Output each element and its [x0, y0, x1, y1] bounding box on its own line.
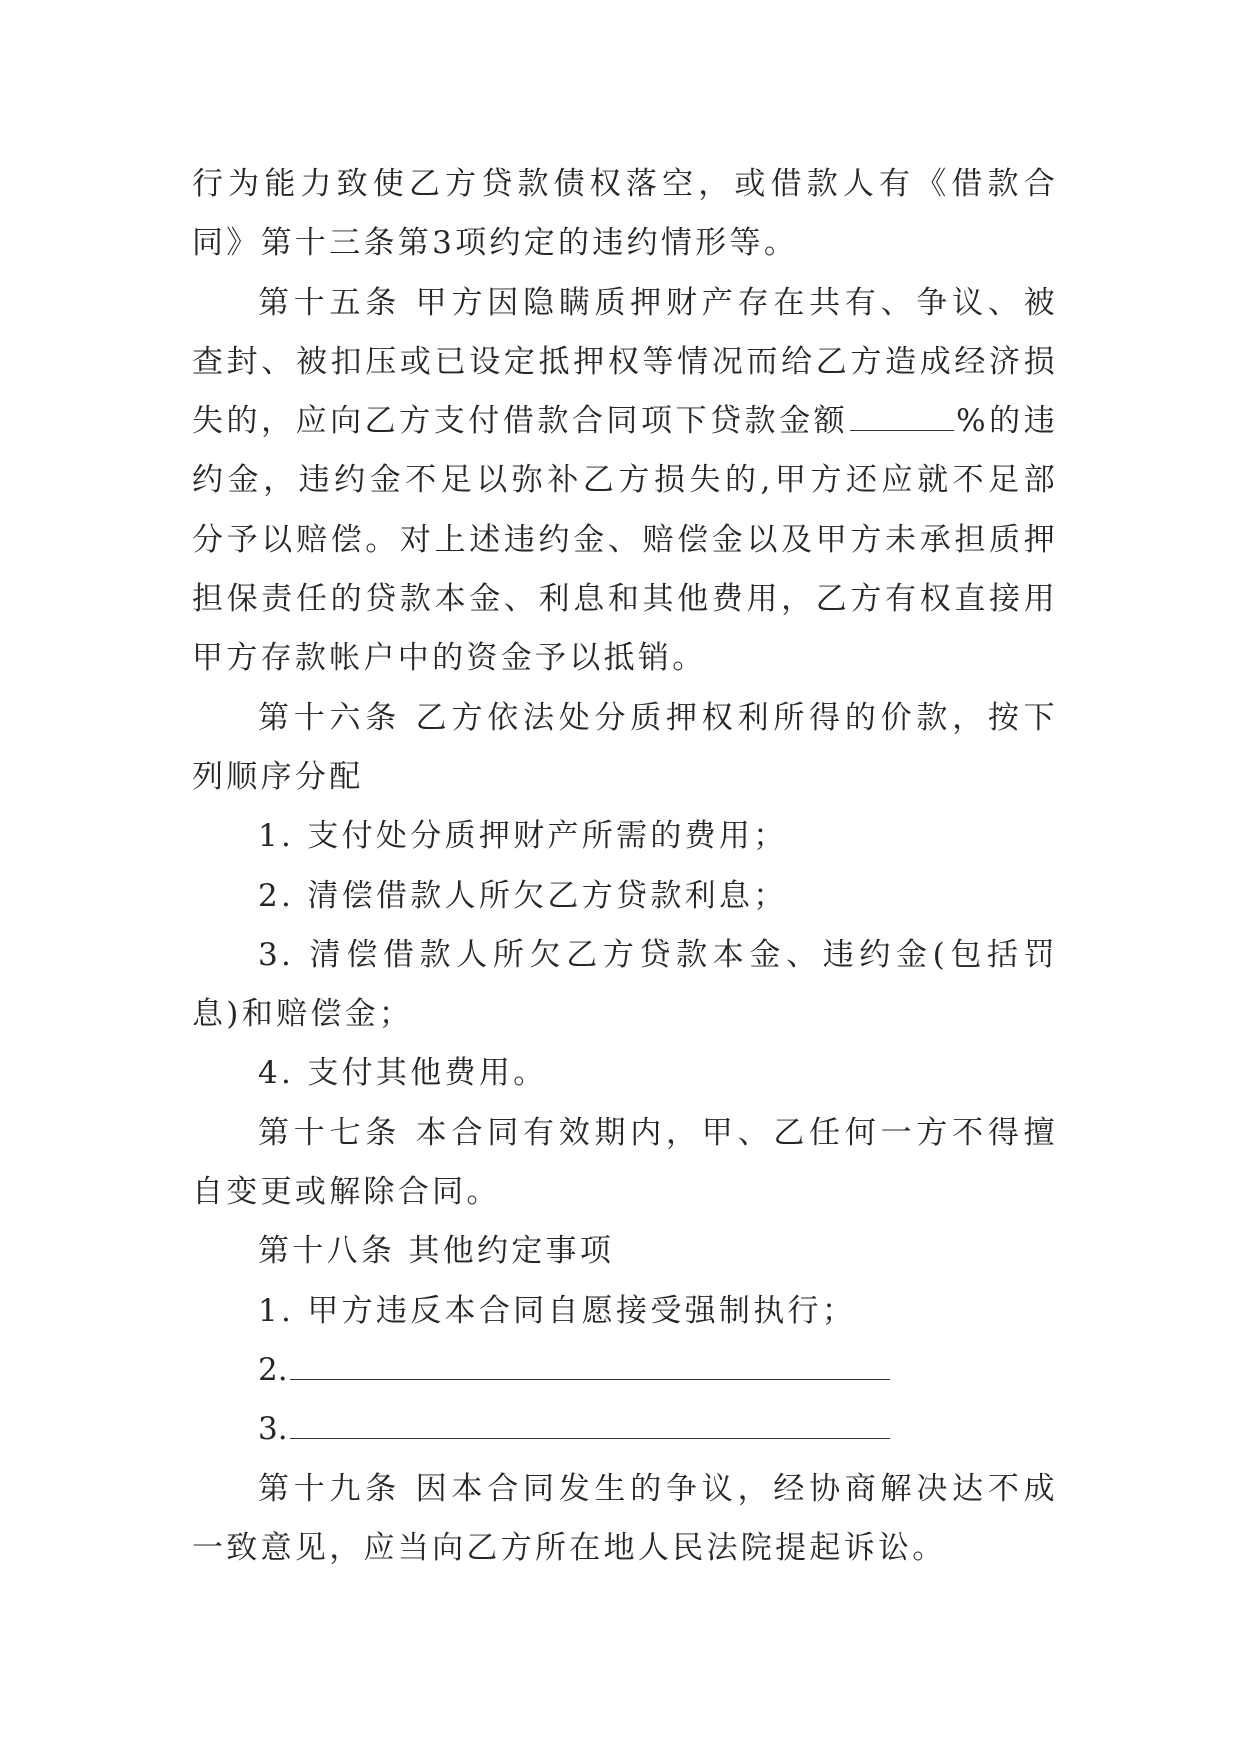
article-18-item-3-label: 3. [258, 1411, 288, 1448]
article-18-item-2-label: 2. [258, 1351, 288, 1388]
article-15-text-before-blank: 第十五条 甲方因隐瞒质押财产存在共有、争议、被查封、被扣压或已设定抵押权等情况而给乙方造成经济损失的，应向乙方支付借款合同项下贷款金额 [192, 284, 1058, 440]
article-19: 第十九条 因本合同发生的争议，经协商解决达不成一致意见，应当向乙方所在地人民法院提起诉讼。 [192, 1470, 1058, 1566]
article-18-item-3 [192, 1400, 1058, 1459]
article-18-item-1: 1. 甲方违反本合同自愿接受强制执行； [258, 1292, 857, 1329]
article-15-text-after-blank: %的违约金，违约金不足以弥补乙方损失的,甲方还应就不足部分予以赔偿。对上述违约金、赔偿金以及甲方未承担质押担保责任的贷款本金、利息和其他费用，乙方有权直接用甲方存款帐户中的资金予以抵销。 [192, 403, 1058, 677]
article-18-heading: 第十八条 其他约定事项 [258, 1233, 615, 1270]
article-17: 第十七条 本合同有效期内，甲、乙任何一方不得擅自变更或解除合同。 [192, 1114, 1058, 1211]
article-15 [192, 274, 1058, 689]
paragraph-continuation: 行为能力致使乙方贷款债权落空，或借款人有《借款合同》第十三条第3项约定的违约情形等。 [192, 166, 1058, 262]
document-body [192, 155, 1058, 1578]
article-18-item-2-blank [290, 1349, 890, 1380]
article-16-heading: 第十六条 乙方依法处分质押权利所得的价款，按下列顺序分配 [192, 699, 1058, 795]
article-18-item-3-blank [290, 1408, 890, 1439]
article-16-item-3: 3. 清偿借款人所欠乙方贷款本金、违约金(包括罚息)和赔偿金； [192, 936, 1058, 1033]
article-18-item-2 [192, 1341, 1058, 1400]
article-16-item-4: 4. 支付其他费用。 [258, 1055, 548, 1092]
penalty-percentage-blank [850, 400, 954, 431]
article-16-item-1: 1. 支付处分质押财产所需的费用； [258, 818, 788, 855]
article-16-item-2: 2. 清偿借款人所欠乙方贷款利息； [258, 877, 788, 914]
